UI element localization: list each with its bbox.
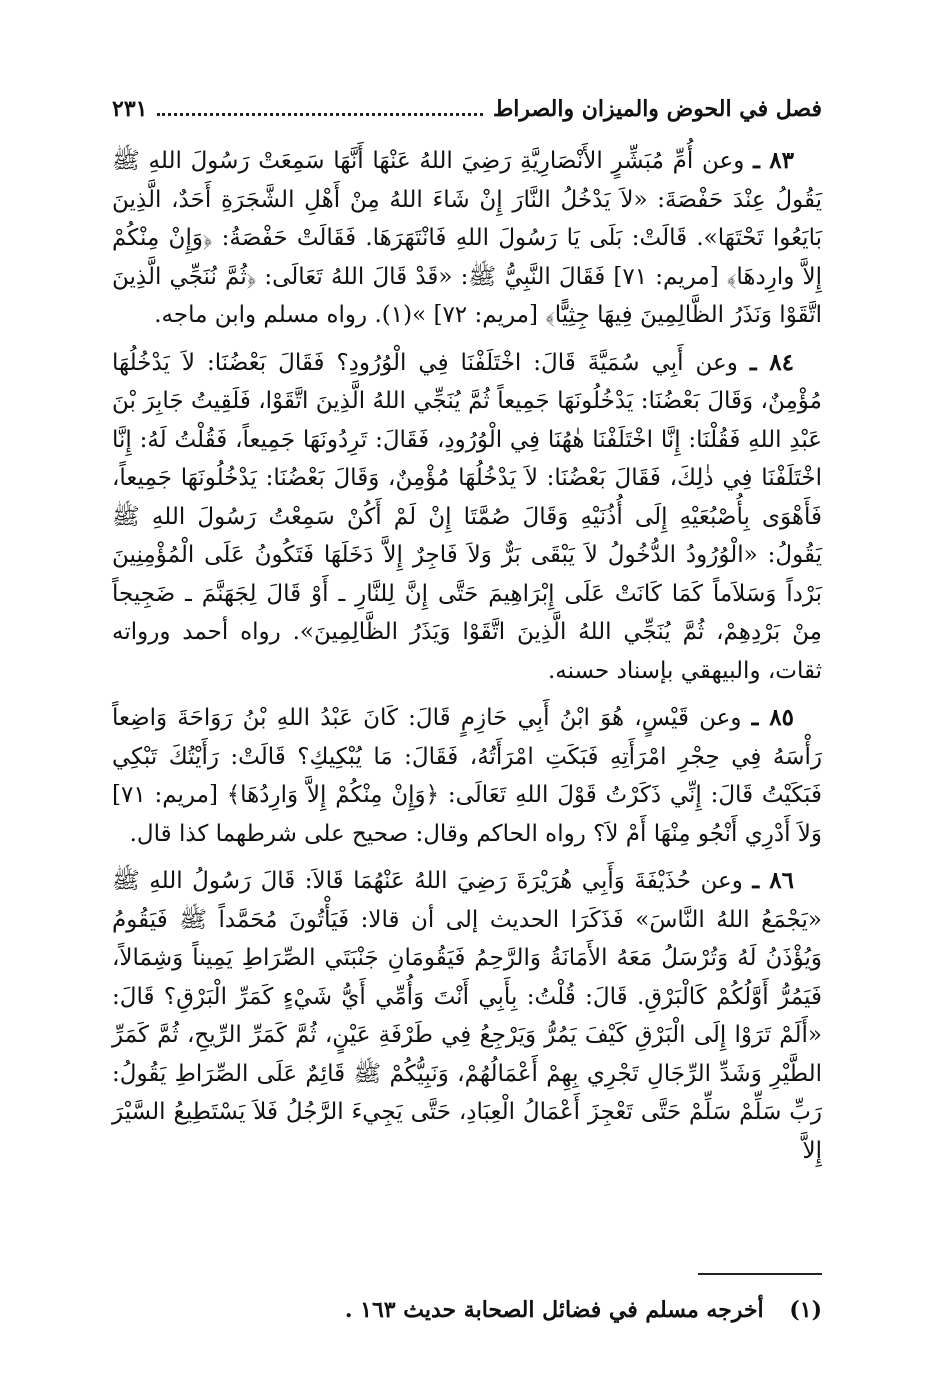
page-number: ٢٣١ xyxy=(112,96,148,122)
hadith-text: وعن حُذَيْفَةَ وَأَبِي هُرَيْرَةَ رَضِيَ اللهُ عَنْهُمَا قَالاَ: قَالَ رَسُولُ اللهِ ﷺ «يَجْمَعُ اللهُ النَّاسَ» فَذَكَرَا الحديث إلى أن قالا: فَيَأْتُونَ مُحَمَّداً ﷺ فَيَقُومُ وَيُؤْذَنُ لَهُ وَتُرْسَلُ مَعَهُ الأَمَانَةُ وَالرَّحِمُ فَيَقُومَانِ جَنْبَتَي الصِّرَاطِ يَمِيناً وَشِمَالاً، فَيَمُرُّ أَوَّلُكُمْ كَالْبَرْقِ. قَالَ: قُلْتُ: بِأَبِي أَنْتَ وَأُمِّي أَيُّ شَيْءٍ كَمَرِّ الْبَرْقِ؟ قَالَ: «أَلَمْ تَرَوْا إِلَى الْبَرْقِ كَيْفَ يَمُرُّ وَيَرْجِعُ فِي طَرْفَةِ عَيْنٍ، ثُمَّ كَمَرِّ الرِّيحِ، ثُمَّ كَمَرِّ الطَّيْرِ وَشَدِّ الرِّجَالِ تَجْرِي بِهِمْ أَعْمَالُهُمْ، وَنَبِيُّكُمْ ﷺ قَائِمٌ عَلَى الصِّرَاطِ يَقُولُ: رَبِّ سَلِّمْ سَلِّمْ حَتَّى تَعْجِزَ أَعْمَالُ الْعِبَادِ، حَتَّى يَجِيءَ الرَّجُلُ فَلاَ يَسْتَطِيعُ السَّيْرَ إِلاَّ xyxy=(112,868,822,1164)
chapter-title: فصل في الحوض والميزان والصراط xyxy=(492,96,822,122)
hadith-text: وعن أَبِي سُمَيَّةَ قَالَ: اخْتَلَفْنَا فِي الْوُرُودِ؟ فَقَالَ بَعْضُنَا: لاَ يَدْخُلُهَا مُؤْمِنٌ، وَقَالَ بَعْضُنَا: يَدْخُلُونَهَا جَمِيعاً ثُمَّ يُنَجِّي اللهُ الَّذِينَ اتَّقَوْا، فَلَقِيتُ جَابِرَ بْنَ عَبْدِ اللهِ فَقُلْنَا: إِنَّا اخْتَلَفْنَا هٰهُنَا فِي الْوُرُودِ، فَقَالَ: تَرِدُونَهَا جَمِيعاً، فَقُلْتُ لَهُ: إِنَّا اخْتَلَفْنَا فِي ذٰلِكَ، فَقَالَ بَعْضُنَا: لاَ يَدْخُلُهَا مُؤْمِنٌ، وَقَالَ بَعْضُنَا: يَدْخُلُونَهَا جَمِيعاً، فَأَهْوَى بِأُصْبُعَيْهِ إِلَى أُذُنَيْهِ وَقَالَ صُمَّتَا إِنْ لَمْ أَكُنْ سَمِعْتُ رَسُولَ اللهِ ﷺ يَقُولُ: «الْوُرُودُ الدُّخُولُ لاَ يَبْقَى بَرٌّ وَلاَ فَاجِرٌ إِلاَّ دَخَلَهَا فَتَكُونُ عَلَى الْمُؤْمِنِينَ بَرْداً وَسَلاَماً كَمَا كَانَتْ عَلَى إِبْرَاهِيمَ حَتَّى إِنَّ لِلنَّارِ ـ أَوْ قَالَ لِجَهَنَّمَ ـ ضَجِيجاً مِنْ بَرْدِهِمْ، ثُمَّ يُنَجِّي اللهُ الَّذِينَ اتَّقَوْا وَيَذَرُ الظَّالِمِينَ». رواه أحمد ورواته ثقات، والبيهقي بإسناد حسنه. xyxy=(112,349,822,684)
hadith-paragraph xyxy=(112,862,822,1170)
hadith-text: وعن قَيْسٍ، هُوَ ابْنُ أَبِي حَازِمٍ قَالَ: كَانَ عَبْدُ اللهِ بْنُ رَوَاحَةَ وَاضِعاً رَأْسَهُ فِي حِجْرِ امْرَأَتِهِ فَبَكَتِ امْرَأَتُهُ، فَقَالَ: مَا يُبْكِيكِ؟ قَالَتْ: رَأَيْتُكَ تَبْكِي فَبَكَيْتُ قَالَ: إِنِّي ذَكَرْتُ قَوْلَ اللهِ تَعَالَى: ﴿وَإِنْ مِنْكُمْ إِلاَّ وَارِدُهَا﴾ [مريم: ٧١] وَلاَ أَدْرِي أَنْجُو مِنْهَا أَمْ لاَ؟ رواه الحاكم وقال: صحيح على شرطهما كذا قال. xyxy=(112,705,822,847)
footnote-text: أخرجه مسلم في فضائل الصحابة حديث ١٦٣ . xyxy=(344,1297,764,1323)
hadith-paragraph xyxy=(112,344,822,691)
hadith-number: ٨٣ ـ xyxy=(753,147,794,174)
hadith-number: ٨٥ ـ xyxy=(751,704,794,731)
hadith-number: ٨٤ ـ xyxy=(749,348,795,376)
hadith-paragraph xyxy=(112,142,822,335)
leader-dots xyxy=(157,103,483,116)
hadith-paragraph xyxy=(112,699,822,853)
footnote-marker: (١) xyxy=(789,1297,822,1323)
hadith-text: وعن أُمِّ مُبَشِّرٍ الأَنْصَارِيَّةِ رَضِيَ اللهُ عَنْهَا أَنَّهَا سَمِعَتْ رَسُولَ اللهِ ﷺ يَقُولُ عِنْدَ حَفْصَةَ: «لاَ يَدْخُلُ النَّارَ إِنْ شَاءَ اللهُ مِنْ أَهْلِ الشَّجَرَةِ أَحَدٌ، الَّذِينَ بَايَعُوا تَحْتَهَا». قَالَتْ: بَلَى يَا رَسُولَ اللهِ فَانْتَهَرَهَا. فَقَالَتْ حَفْصَةُ: ﴿وَإِنْ مِنْكُمْ إِلاَّ وارِدهَا﴾ [مريم: ٧١] فَقَالَ النَّبِيُّ ﷺ: «قَدْ قَالَ اللهُ تَعَالَى: ﴿ثُمَّ نُنَجِّي الَّذِينَ اتَّقَوْا وَنَذَرُ الظَّالِمِينَ فِيهَا جِثِيًّا﴾ [مريم: ٧٢] »(١). رواه مسلم وابن ماجه. xyxy=(112,148,822,328)
running-header xyxy=(112,92,822,126)
footnote-divider xyxy=(698,1273,822,1275)
main-text xyxy=(112,142,822,1179)
footnote xyxy=(112,1294,822,1326)
hadith-number: ٨٦ ـ xyxy=(752,867,795,894)
